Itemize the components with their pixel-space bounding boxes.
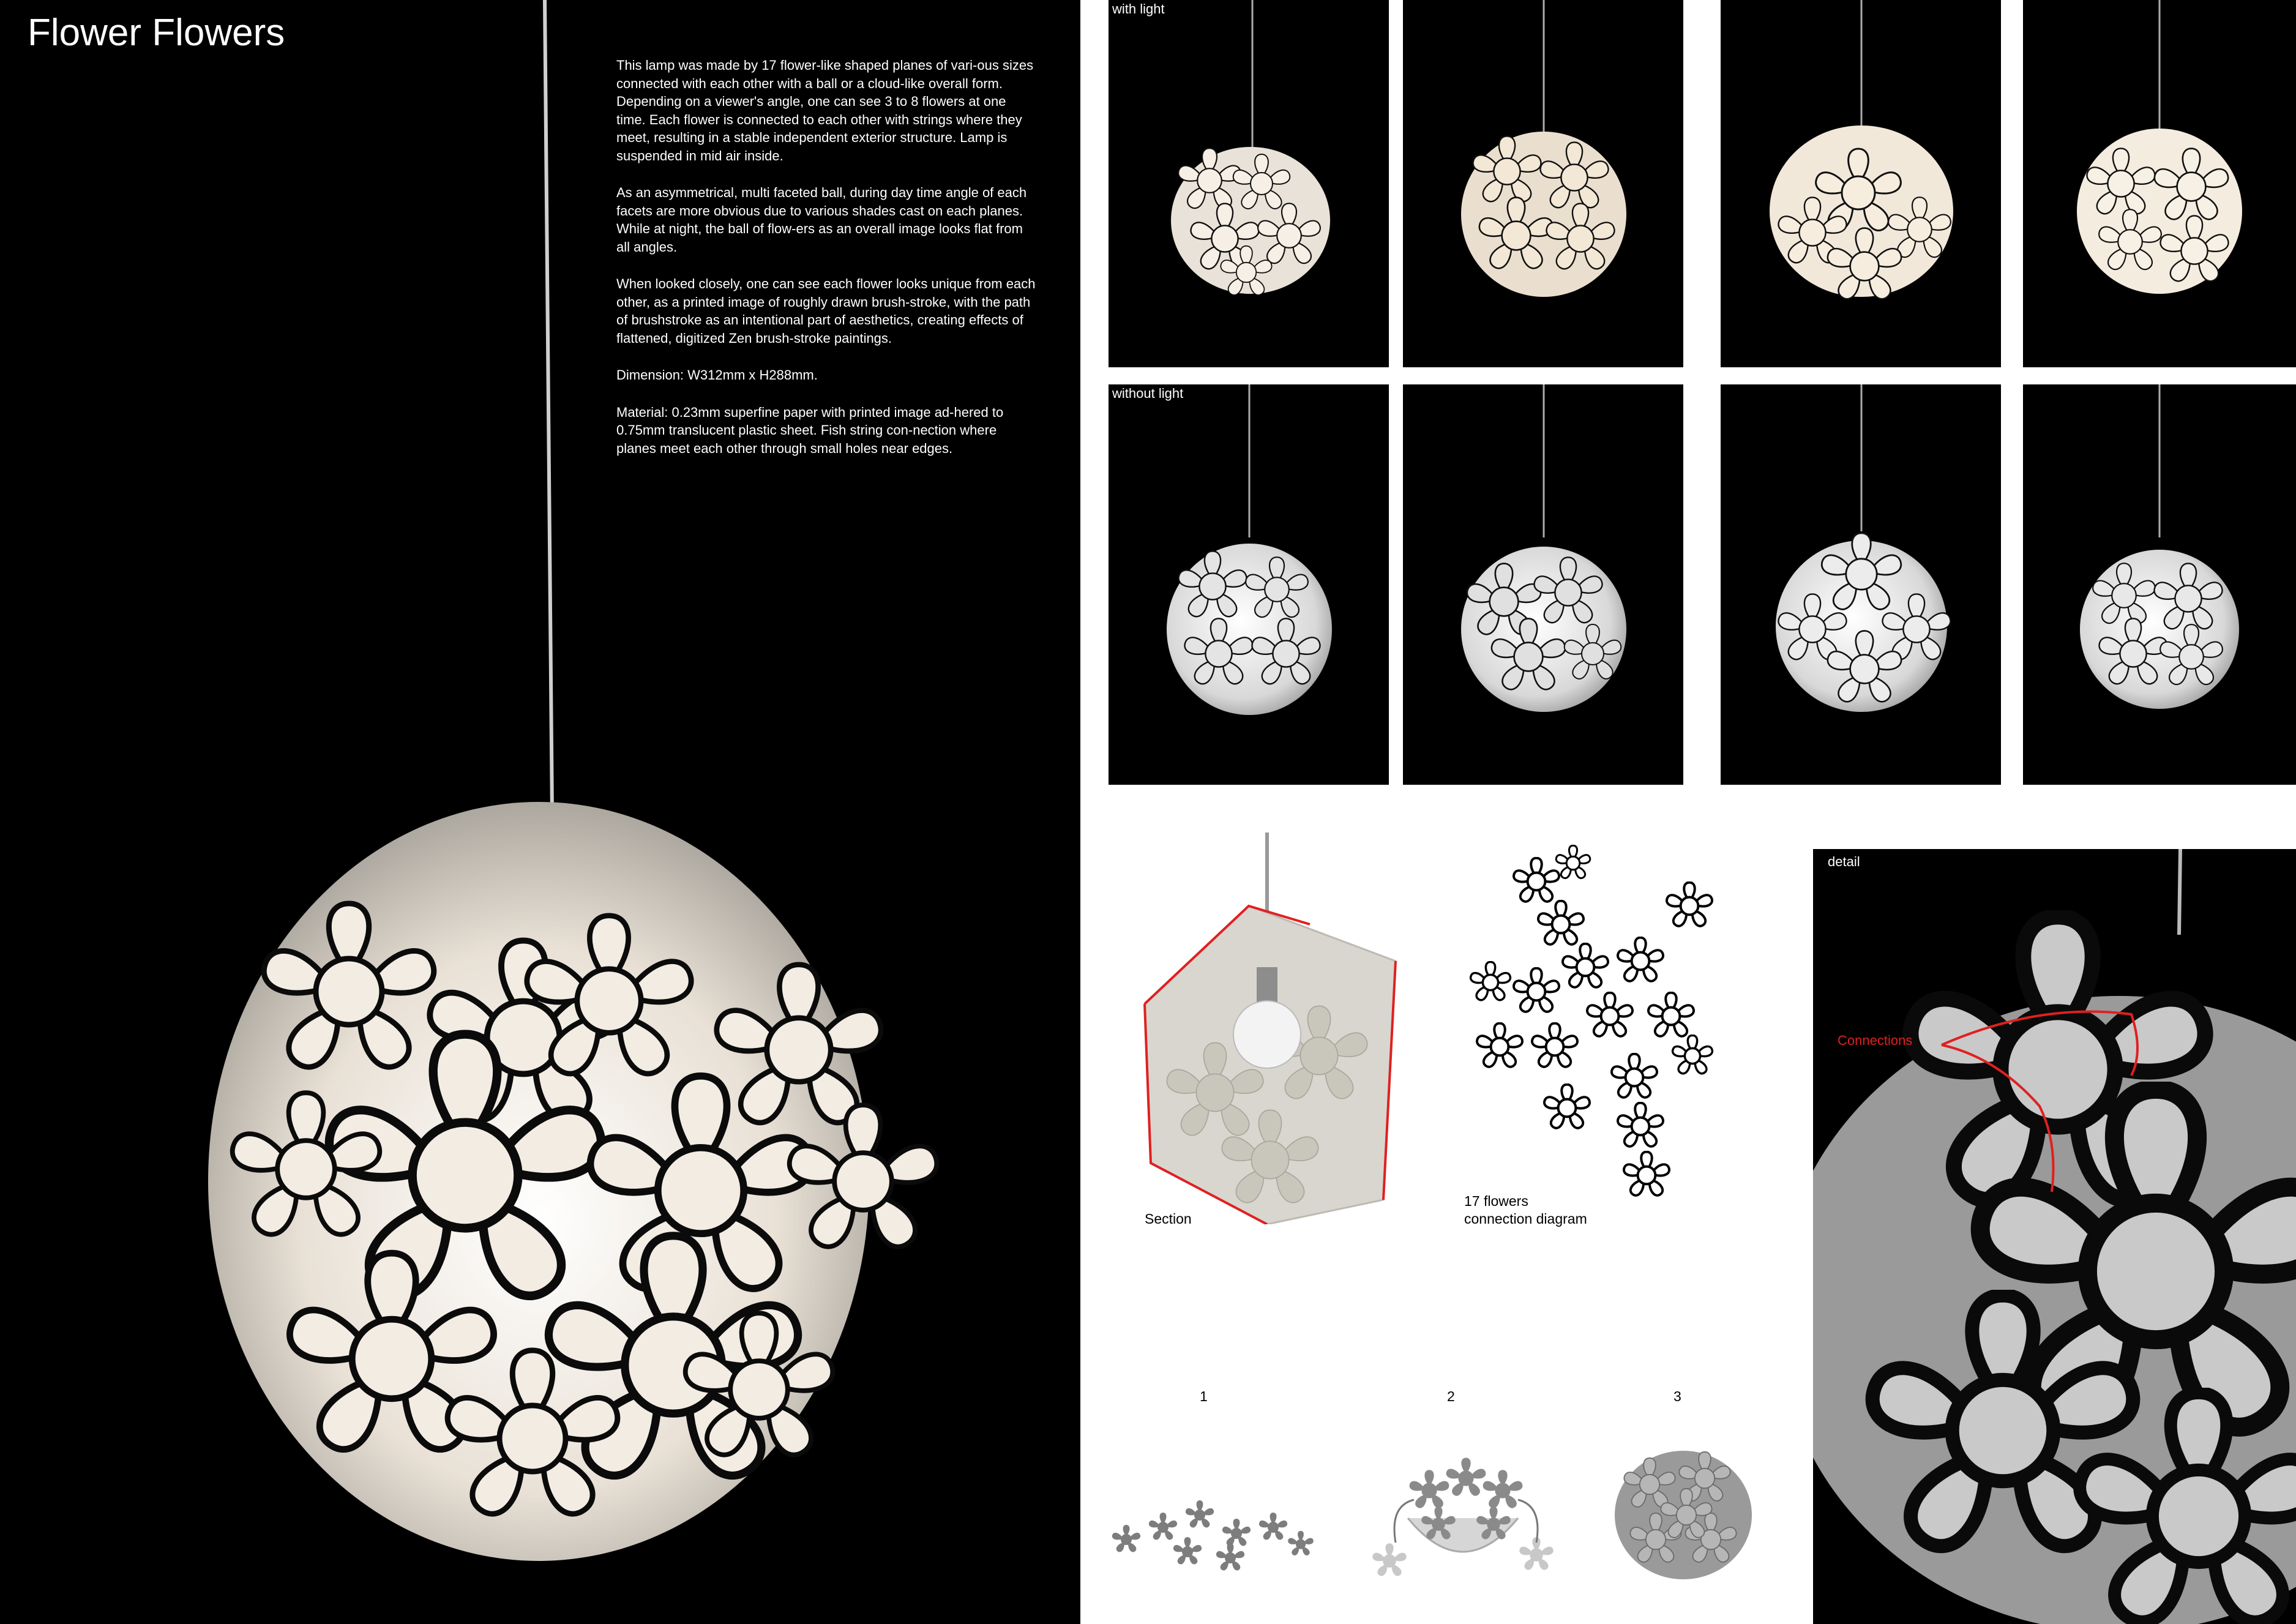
detail-label: detail	[1828, 854, 1860, 869]
detail-photo	[1813, 849, 2296, 1624]
step-3-number: 3	[1673, 1388, 1681, 1404]
without-light-photo-3	[1721, 384, 2001, 785]
description-paragraph-1: This lamp was made by 17 flower-like shaped planes of vari-ous sizes connected with each other with a ball or a cloud-like overall form. Depending on a viewer's angle, one can see 3 to 8 flowers at one time. Each flower is connected to each other with strings where they meet, resulting in a stable independent exterior structure. Lamp is suspended in mid air inside.	[616, 58, 1034, 163]
description-paragraph-4: Dimension: W312mm x H288mm.	[616, 367, 818, 383]
with-light-label: with light	[1112, 1, 1165, 17]
description-paragraph-5: Material: 0.23mm superfine paper with printed image ad-hered to 0.75mm translucent plastic sheet. Fish string con-nection where planes meet each other through small holes near edges.	[616, 404, 1004, 456]
with-light-photo-2	[1403, 0, 1683, 367]
step-1-number: 1	[1200, 1388, 1208, 1404]
assembly-step-2-drawing	[1353, 1432, 1573, 1592]
with-light-photo-1	[1109, 0, 1389, 367]
description-paragraph-3: When looked closely, one can see each flower looks unique from each other, as a printed image of roughly drawn brush-stroke, with the path of brushstroke as an intentional part of aesthetics, creating effects of flattened, digitized Zen brush-stroke paintings.	[616, 276, 1036, 346]
with-light-photo-4	[2023, 0, 2296, 367]
step-2-number: 2	[1447, 1388, 1455, 1404]
without-light-photo-2	[1403, 384, 1683, 785]
section-caption: Section	[1145, 1211, 1192, 1227]
diagram-caption	[1464, 1192, 1587, 1228]
without-light-photo-4	[2023, 384, 2296, 785]
diagram-caption-line-2: connection diagram	[1464, 1211, 1587, 1227]
description	[616, 56, 1039, 476]
assembly-step-1-drawing	[1105, 1481, 1325, 1579]
assembly-step-3-drawing	[1610, 1445, 1757, 1585]
without-light-label: without light	[1112, 386, 1184, 401]
description-paragraph-2: As an asymmetrical, multi faceted ball, during day time angle of each facets are more obvious due to various shades cast on each planes. While at night, the ball of flow-ers as an overall image looks flat from all angles.	[616, 185, 1027, 255]
connection-diagram	[1463, 839, 1720, 1206]
without-light-photo-1	[1109, 384, 1389, 785]
diagram-caption-line-1: 17 flowers	[1464, 1193, 1528, 1209]
section-drawing	[1126, 820, 1408, 1224]
with-light-photo-3	[1721, 0, 2001, 367]
connections-label: Connections	[1838, 1033, 1913, 1048]
page-title: Flower Flowers	[28, 12, 285, 54]
